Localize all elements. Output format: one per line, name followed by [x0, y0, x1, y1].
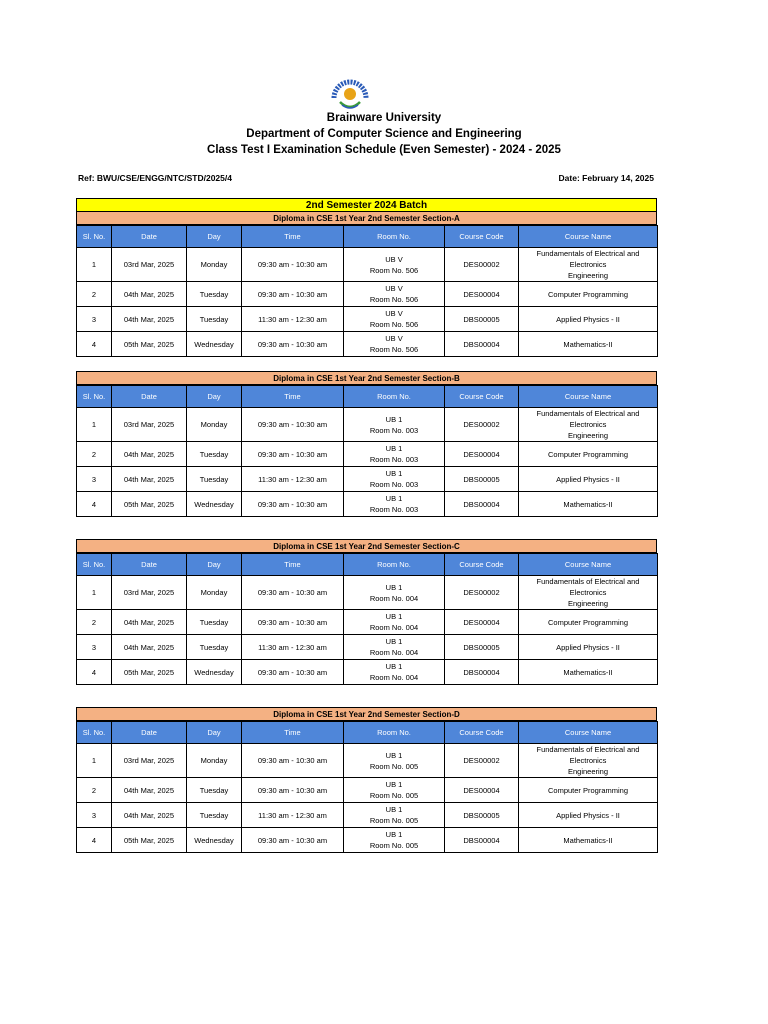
cell-day: Tuesday	[187, 778, 242, 803]
cell-course-code: DES00004	[445, 778, 519, 803]
cell-course-code: DES00004	[445, 610, 519, 635]
section-title: Diploma in CSE 1st Year 2nd Semester Section-B	[76, 371, 657, 385]
cell-time: 09:30 am - 10:30 am	[242, 744, 344, 778]
schedule-section	[76, 371, 657, 517]
course-name-line: Mathematics-II	[563, 835, 613, 845]
cell-course-name	[519, 492, 658, 517]
section-title: Diploma in CSE 1st Year 2nd Semester Section-C	[76, 539, 657, 553]
course-name-line: Computer Programming	[547, 785, 629, 795]
cell-room	[344, 610, 445, 635]
document-titles	[0, 110, 768, 158]
cell-course-name	[519, 803, 658, 828]
course-name-line: Fundamentals of Electrical and Electronics	[536, 409, 640, 429]
cell-time: 09:30 am - 10:30 am	[242, 610, 344, 635]
column-header: Course Code	[445, 226, 519, 248]
cell-date: 04th Mar, 2025	[112, 803, 187, 828]
room-number: Room No. 005	[369, 791, 419, 800]
cell-course-code: DES00002	[445, 744, 519, 778]
cell-room	[344, 660, 445, 685]
room-number: Room No. 003	[369, 455, 419, 464]
column-header: Course Name	[519, 722, 658, 744]
cell-room	[344, 778, 445, 803]
course-name-line: Engineering	[567, 431, 609, 440]
room-number: Room No. 506	[369, 345, 419, 354]
cell-room	[344, 576, 445, 610]
cell-day: Tuesday	[187, 635, 242, 660]
column-header: Time	[242, 386, 344, 408]
room-building: UB 1	[385, 750, 403, 760]
cell-date: 04th Mar, 2025	[112, 610, 187, 635]
cell-day: Tuesday	[187, 282, 242, 307]
column-header: Course Name	[519, 554, 658, 576]
cell-serial: 1	[77, 744, 112, 778]
room-building: UB 1	[385, 612, 403, 621]
room-number: Room No. 005	[369, 841, 419, 850]
cell-course-code: DBS00005	[445, 307, 519, 332]
university-logo-icon	[328, 72, 372, 114]
course-name-line: Engineering	[567, 767, 609, 776]
cell-room	[344, 442, 445, 467]
cell-time: 09:30 am - 10:30 am	[242, 660, 344, 685]
column-header: Sl. No.	[77, 554, 112, 576]
cell-day: Wednesday	[187, 332, 242, 357]
cell-time: 11:30 am - 12:30 am	[242, 307, 344, 332]
cell-date: 03rd Mar, 2025	[112, 408, 187, 442]
cell-serial: 4	[77, 660, 112, 685]
section-title: Diploma in CSE 1st Year 2nd Semester Section-D	[76, 707, 657, 721]
cell-time: 09:30 am - 10:30 am	[242, 408, 344, 442]
course-name-line: Fundamentals of Electrical and Electronics	[536, 745, 640, 765]
room-building: UB 1	[385, 830, 403, 839]
section-title: Diploma in CSE 1st Year 2nd Semester Section-A	[76, 211, 657, 225]
cell-course-code: DBS00004	[445, 660, 519, 685]
room-number: Room No. 004	[369, 673, 419, 682]
room-number: Room No. 005	[369, 761, 419, 771]
column-header: Time	[242, 554, 344, 576]
cell-room	[344, 248, 445, 282]
table-row	[77, 803, 658, 828]
cell-room	[344, 744, 445, 778]
schedule-table	[76, 553, 658, 685]
room-building: UB V	[385, 309, 403, 318]
cell-serial: 1	[77, 408, 112, 442]
column-header: Date	[112, 226, 187, 248]
cell-course-code: DBS00004	[445, 828, 519, 853]
cell-date: 04th Mar, 2025	[112, 778, 187, 803]
cell-date: 04th Mar, 2025	[112, 282, 187, 307]
cell-date: 04th Mar, 2025	[112, 307, 187, 332]
cell-course-code: DBS00005	[445, 803, 519, 828]
cell-date: 05th Mar, 2025	[112, 828, 187, 853]
cell-serial: 2	[77, 610, 112, 635]
column-header: Course Code	[445, 386, 519, 408]
course-name-line: Applied Physics - II	[556, 314, 620, 324]
reference-number: Ref: BWU/CSE/ENGG/NTC/STD/2025/4	[78, 173, 232, 183]
cell-course-name	[519, 442, 658, 467]
table-row	[77, 635, 658, 660]
table-row	[77, 576, 658, 610]
room-building: UB 1	[385, 637, 403, 646]
column-header: Course Name	[519, 386, 658, 408]
cell-day: Tuesday	[187, 803, 242, 828]
column-header: Course Code	[445, 554, 519, 576]
cell-course-code: DBS00004	[445, 332, 519, 357]
cell-serial: 3	[77, 635, 112, 660]
table-row	[77, 778, 658, 803]
column-header: Day	[187, 554, 242, 576]
course-name-line: Applied Physics - II	[556, 810, 620, 820]
cell-time: 11:30 am - 12:30 am	[242, 803, 344, 828]
cell-room	[344, 282, 445, 307]
cell-course-name	[519, 282, 658, 307]
cell-day: Monday	[187, 744, 242, 778]
cell-serial: 2	[77, 778, 112, 803]
cell-time: 09:30 am - 10:30 am	[242, 492, 344, 517]
cell-course-code: DBS00004	[445, 492, 519, 517]
course-name-line: Applied Physics - II	[556, 474, 620, 484]
batch-title: 2nd Semester 2024 Batch	[76, 198, 657, 211]
column-header: Date	[112, 554, 187, 576]
room-number: Room No. 004	[369, 623, 419, 632]
course-name-line: Engineering	[567, 599, 609, 608]
cell-time: 09:30 am - 10:30 am	[242, 442, 344, 467]
cell-course-name	[519, 828, 658, 853]
course-name-line: Mathematics-II	[563, 499, 613, 509]
cell-course-name	[519, 778, 658, 803]
table-row	[77, 660, 658, 685]
room-building: UB V	[385, 334, 403, 343]
room-building: UB 1	[385, 662, 403, 671]
cell-date: 04th Mar, 2025	[112, 635, 187, 660]
room-building: UB 1	[385, 494, 403, 503]
table-header-row	[77, 722, 658, 744]
room-building: UB V	[385, 284, 403, 293]
cell-day: Wednesday	[187, 660, 242, 685]
room-building: UB V	[385, 254, 403, 264]
column-header: Room No.	[344, 722, 445, 744]
course-name-line: Fundamentals of Electrical and Electronics	[536, 577, 640, 597]
cell-serial: 4	[77, 332, 112, 357]
room-number: Room No. 003	[369, 505, 419, 514]
cell-course-code: DES00002	[445, 248, 519, 282]
room-building: UB 1	[385, 414, 403, 424]
column-header: Sl. No.	[77, 226, 112, 248]
cell-course-name	[519, 332, 658, 357]
course-name-line: Mathematics-II	[563, 667, 613, 677]
cell-room	[344, 467, 445, 492]
schedule-section	[76, 539, 657, 685]
cell-time: 09:30 am - 10:30 am	[242, 248, 344, 282]
schedule-section	[76, 707, 657, 853]
cell-date: 03rd Mar, 2025	[112, 744, 187, 778]
cell-day: Tuesday	[187, 442, 242, 467]
course-name-line: Engineering	[567, 271, 609, 280]
column-header: Day	[187, 722, 242, 744]
column-header: Room No.	[344, 386, 445, 408]
cell-serial: 4	[77, 828, 112, 853]
cell-course-name	[519, 307, 658, 332]
room-number: Room No. 004	[369, 648, 419, 657]
cell-time: 09:30 am - 10:30 am	[242, 778, 344, 803]
column-header: Date	[112, 386, 187, 408]
column-header: Course Code	[445, 722, 519, 744]
cell-course-code: DBS00005	[445, 467, 519, 492]
room-number: Room No. 506	[369, 265, 419, 275]
cell-date: 03rd Mar, 2025	[112, 576, 187, 610]
table-row	[77, 442, 658, 467]
cell-time: 11:30 am - 12:30 am	[242, 467, 344, 492]
cell-time: 09:30 am - 10:30 am	[242, 332, 344, 357]
cell-room	[344, 828, 445, 853]
cell-date: 05th Mar, 2025	[112, 660, 187, 685]
column-header: Course Name	[519, 226, 658, 248]
cell-date: 04th Mar, 2025	[112, 442, 187, 467]
column-header: Sl. No.	[77, 386, 112, 408]
cell-course-name	[519, 248, 658, 282]
cell-time: 09:30 am - 10:30 am	[242, 828, 344, 853]
table-row	[77, 467, 658, 492]
room-building: UB 1	[385, 582, 403, 592]
cell-course-code: DES00002	[445, 576, 519, 610]
cell-date: 05th Mar, 2025	[112, 492, 187, 517]
cell-course-code: DES00004	[445, 282, 519, 307]
cell-course-name	[519, 744, 658, 778]
cell-room	[344, 307, 445, 332]
cell-course-name	[519, 635, 658, 660]
room-number: Room No. 004	[369, 593, 419, 603]
schedule-title: Class Test I Examination Schedule (Even Semester) - 2024 - 2025	[207, 144, 561, 156]
table-row	[77, 282, 658, 307]
column-header: Time	[242, 722, 344, 744]
room-number: Room No. 003	[369, 480, 419, 489]
cell-serial: 3	[77, 803, 112, 828]
table-header-row	[77, 554, 658, 576]
table-header-row	[77, 226, 658, 248]
column-header: Room No.	[344, 226, 445, 248]
cell-serial: 2	[77, 282, 112, 307]
document-date: Date: February 14, 2025	[558, 173, 654, 183]
room-number: Room No. 506	[369, 320, 419, 329]
room-number: Room No. 506	[369, 295, 419, 304]
column-header: Day	[187, 386, 242, 408]
table-header-row	[77, 386, 658, 408]
schedule-table	[76, 225, 658, 357]
cell-course-name	[519, 467, 658, 492]
cell-course-name	[519, 576, 658, 610]
column-header: Date	[112, 722, 187, 744]
course-name-line: Fundamentals of Electrical and Electronics	[536, 249, 640, 269]
cell-serial: 1	[77, 248, 112, 282]
cell-serial: 2	[77, 442, 112, 467]
cell-day: Wednesday	[187, 492, 242, 517]
table-row	[77, 408, 658, 442]
schedule-table	[76, 721, 658, 853]
table-row	[77, 610, 658, 635]
cell-room	[344, 332, 445, 357]
cell-time: 11:30 am - 12:30 am	[242, 635, 344, 660]
course-name-line: Computer Programming	[547, 449, 629, 459]
column-header: Sl. No.	[77, 722, 112, 744]
cell-date: 04th Mar, 2025	[112, 467, 187, 492]
table-row	[77, 307, 658, 332]
room-building: UB 1	[385, 469, 403, 478]
cell-course-code: DES00002	[445, 408, 519, 442]
cell-serial: 3	[77, 307, 112, 332]
cell-time: 09:30 am - 10:30 am	[242, 576, 344, 610]
cell-day: Monday	[187, 248, 242, 282]
cell-course-name	[519, 610, 658, 635]
room-number: Room No. 003	[369, 425, 419, 435]
cell-day: Tuesday	[187, 610, 242, 635]
room-building: UB 1	[385, 805, 403, 814]
table-row	[77, 744, 658, 778]
course-name-line: Applied Physics - II	[556, 642, 620, 652]
column-header: Room No.	[344, 554, 445, 576]
cell-course-code: DES00004	[445, 442, 519, 467]
room-building: UB 1	[385, 444, 403, 453]
cell-time: 09:30 am - 10:30 am	[242, 282, 344, 307]
table-row	[77, 492, 658, 517]
table-row	[77, 828, 658, 853]
course-name-line: Mathematics-II	[563, 339, 613, 349]
room-number: Room No. 005	[369, 816, 419, 825]
cell-day: Monday	[187, 576, 242, 610]
cell-course-code: DBS00005	[445, 635, 519, 660]
room-building: UB 1	[385, 780, 403, 789]
cell-room	[344, 635, 445, 660]
cell-serial: 3	[77, 467, 112, 492]
cell-day: Tuesday	[187, 307, 242, 332]
cell-room	[344, 803, 445, 828]
cell-day: Monday	[187, 408, 242, 442]
table-row	[77, 332, 658, 357]
cell-day: Wednesday	[187, 828, 242, 853]
column-header: Day	[187, 226, 242, 248]
column-header: Time	[242, 226, 344, 248]
cell-serial: 4	[77, 492, 112, 517]
cell-day: Tuesday	[187, 467, 242, 492]
course-name-line: Computer Programming	[547, 289, 629, 299]
university-name: Brainware University	[326, 112, 442, 124]
cell-room	[344, 492, 445, 517]
cell-course-name	[519, 660, 658, 685]
cell-course-name	[519, 408, 658, 442]
course-name-line: Computer Programming	[547, 617, 629, 627]
department-name: Department of Computer Science and Engineering	[246, 128, 522, 140]
cell-serial: 1	[77, 576, 112, 610]
cell-date: 03rd Mar, 2025	[112, 248, 187, 282]
schedule-section	[76, 198, 657, 357]
cell-date: 05th Mar, 2025	[112, 332, 187, 357]
schedule-table	[76, 385, 658, 517]
table-row	[77, 248, 658, 282]
cell-room	[344, 408, 445, 442]
